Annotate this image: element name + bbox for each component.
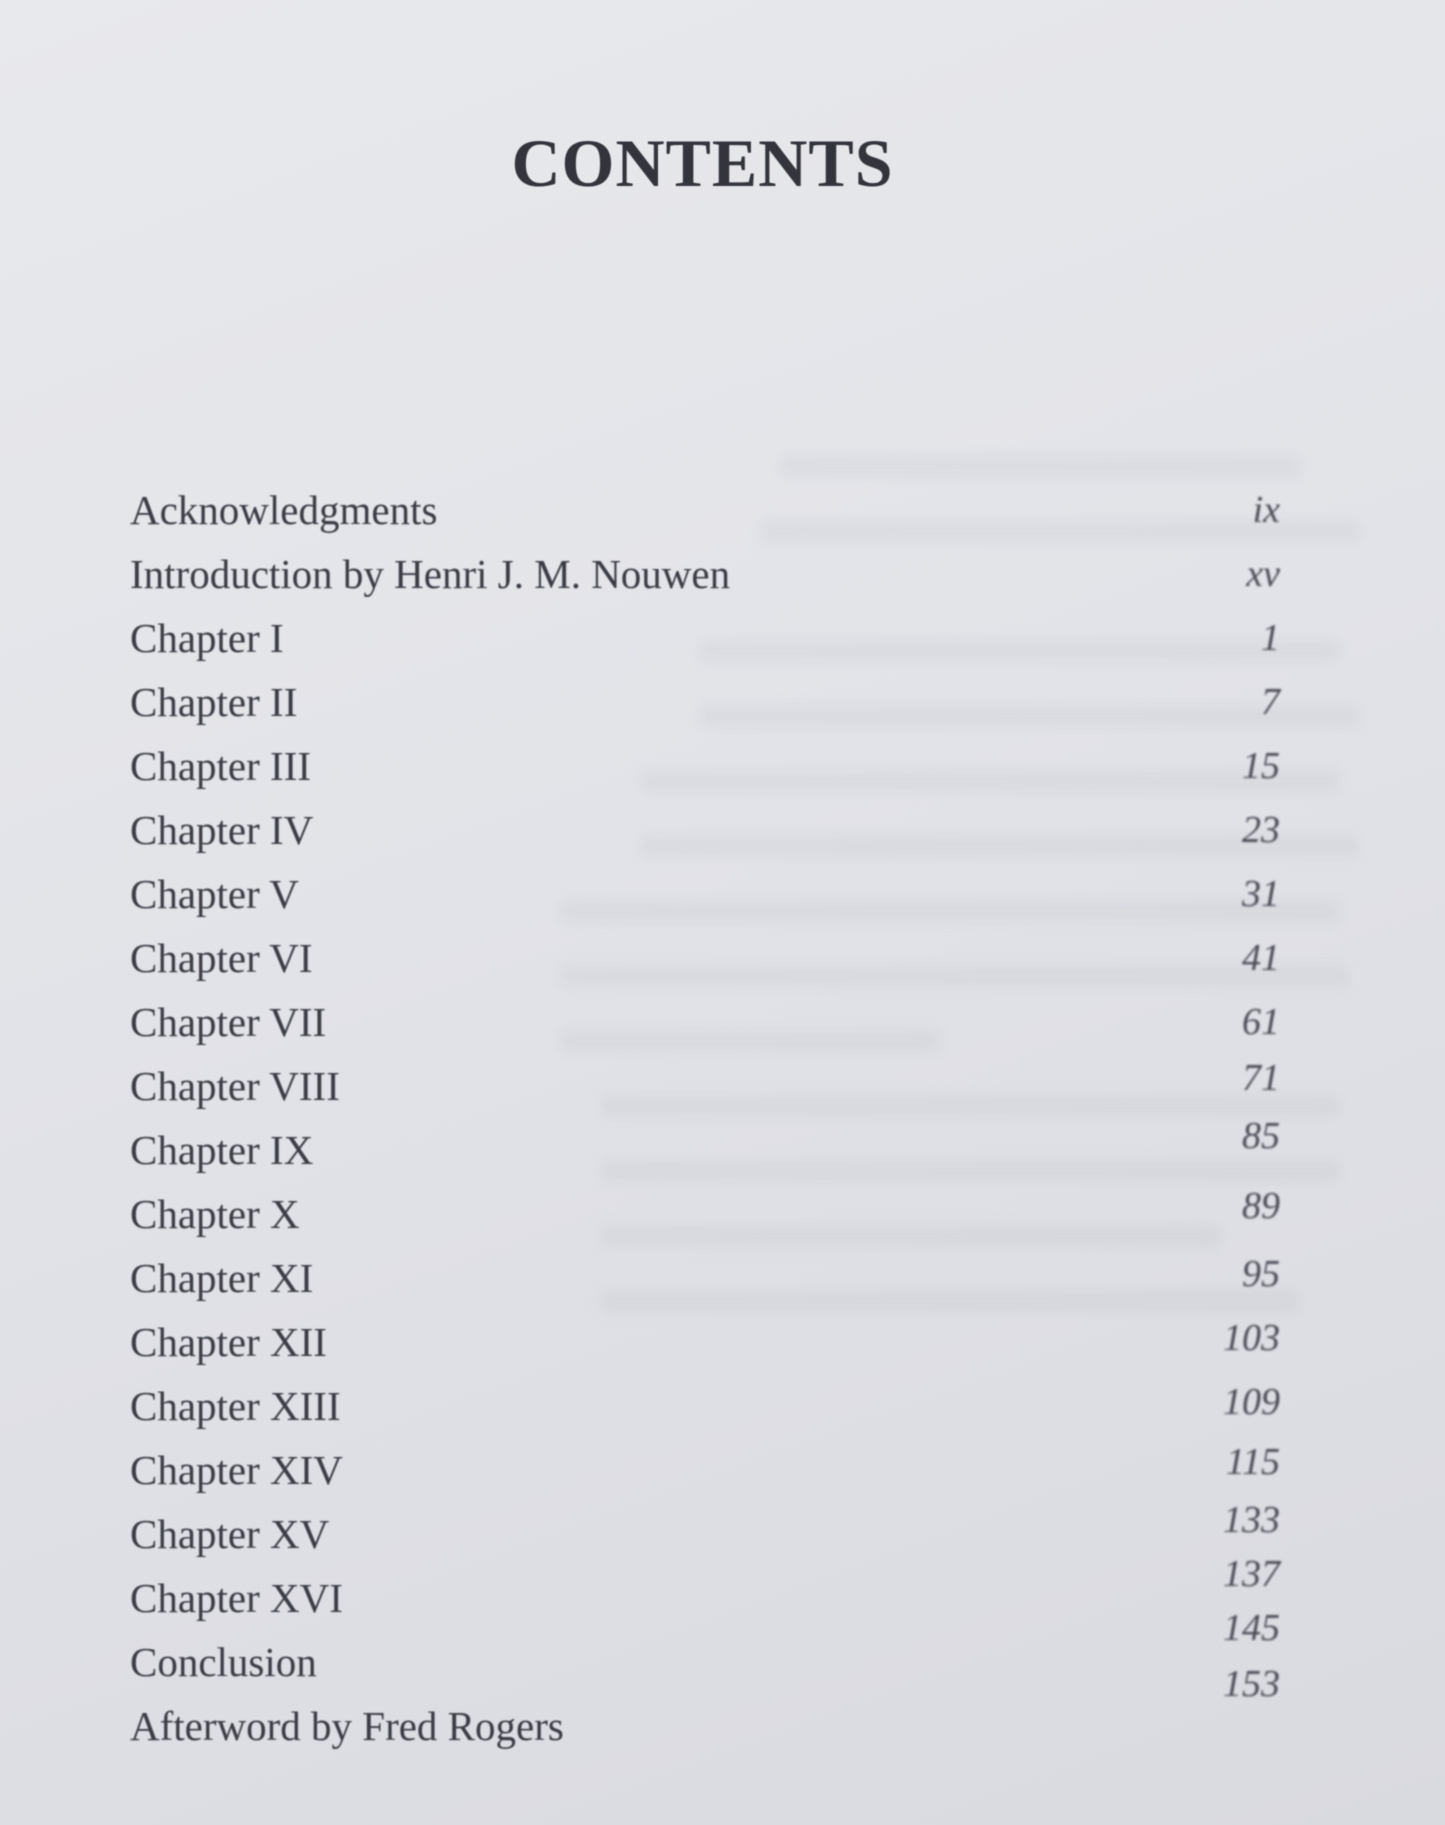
toc-entry [130, 1438, 1280, 1502]
toc-entry-page-number: xv [1246, 553, 1280, 595]
toc-entry-label: Chapter XIV [130, 1447, 343, 1493]
toc-entry-label: Chapter IX [130, 1127, 314, 1173]
toc-entry-label: Chapter I [130, 615, 284, 661]
toc-entry-label: Acknowledgments [130, 487, 438, 533]
toc-entry-label: Chapter XI [130, 1255, 314, 1301]
toc-entry [130, 734, 1280, 798]
toc-entry-label: Chapter III [130, 743, 311, 789]
toc-entry-page-number: 85 [1242, 1115, 1280, 1157]
toc-entry-page-number: 109 [1223, 1381, 1280, 1423]
toc-entry-page-number: 61 [1242, 1001, 1280, 1043]
toc-entry-page-number: ix [1252, 489, 1280, 531]
toc-entry-page-number: 153 [1223, 1663, 1280, 1705]
toc-entry-page-number: 71 [1242, 1057, 1280, 1099]
toc-entry-label: Chapter VII [130, 999, 327, 1045]
toc-entry-label: Chapter VIII [130, 1063, 340, 1109]
toc-entry [130, 1054, 1280, 1118]
toc-entry-page-number: 7 [1261, 681, 1280, 723]
toc-entry [130, 990, 1280, 1054]
toc-entry [130, 1663, 1280, 1758]
toc-entry-page-number: 103 [1223, 1317, 1280, 1359]
toc-entry [130, 1246, 1280, 1310]
toc-entry-label: Chapter XII [130, 1319, 327, 1365]
toc-entry [130, 1310, 1280, 1374]
toc-entry-page-number: 145 [1223, 1607, 1280, 1649]
table-of-contents [130, 478, 1280, 1758]
toc-entry-label: Chapter VI [130, 935, 313, 981]
toc-entry-label: Chapter IV [130, 807, 314, 853]
toc-entry [130, 1374, 1280, 1438]
toc-entry [130, 1499, 1280, 1566]
toc-entry-page-number: 23 [1242, 809, 1280, 851]
toc-entry-label: Chapter II [130, 679, 298, 725]
toc-entry [130, 542, 1280, 606]
toc-entry-label: Chapter X [130, 1191, 300, 1237]
toc-entry-page-number: 115 [1225, 1441, 1280, 1483]
page-title: CONTENTS [511, 124, 894, 201]
toc-entry [130, 1115, 1280, 1182]
toc-entry-label: Chapter XVI [130, 1575, 343, 1621]
toc-entry [130, 1182, 1280, 1246]
toc-entry-page-number: 31 [1242, 873, 1280, 915]
toc-entry [130, 1607, 1280, 1694]
toc-entry-label: Chapter XV [130, 1511, 330, 1557]
toc-entry [130, 926, 1280, 990]
toc-entry [130, 606, 1280, 670]
toc-entry [130, 798, 1280, 862]
toc-entry [130, 862, 1280, 926]
toc-entry-label: Chapter V [130, 871, 299, 917]
toc-entry-page-number: 133 [1223, 1499, 1280, 1541]
toc-entry-page-number: 89 [1242, 1185, 1280, 1227]
toc-entry-page-number: 95 [1242, 1253, 1280, 1295]
toc-entry-page-number: 1 [1261, 617, 1280, 659]
toc-entry-label: Afterword by Fred Rogers [130, 1703, 564, 1749]
toc-entry [130, 670, 1280, 734]
toc-entry-label: Introduction by Henri J. M. Nouwen [130, 551, 731, 597]
toc-entry-page-number: 41 [1242, 937, 1280, 979]
toc-entry-page-number: 137 [1223, 1553, 1280, 1595]
toc-entry-label: Chapter XIII [130, 1383, 341, 1429]
toc-entry [130, 478, 1280, 542]
toc-entry-label: Conclusion [130, 1639, 317, 1685]
toc-entry-page-number: 15 [1242, 745, 1280, 787]
